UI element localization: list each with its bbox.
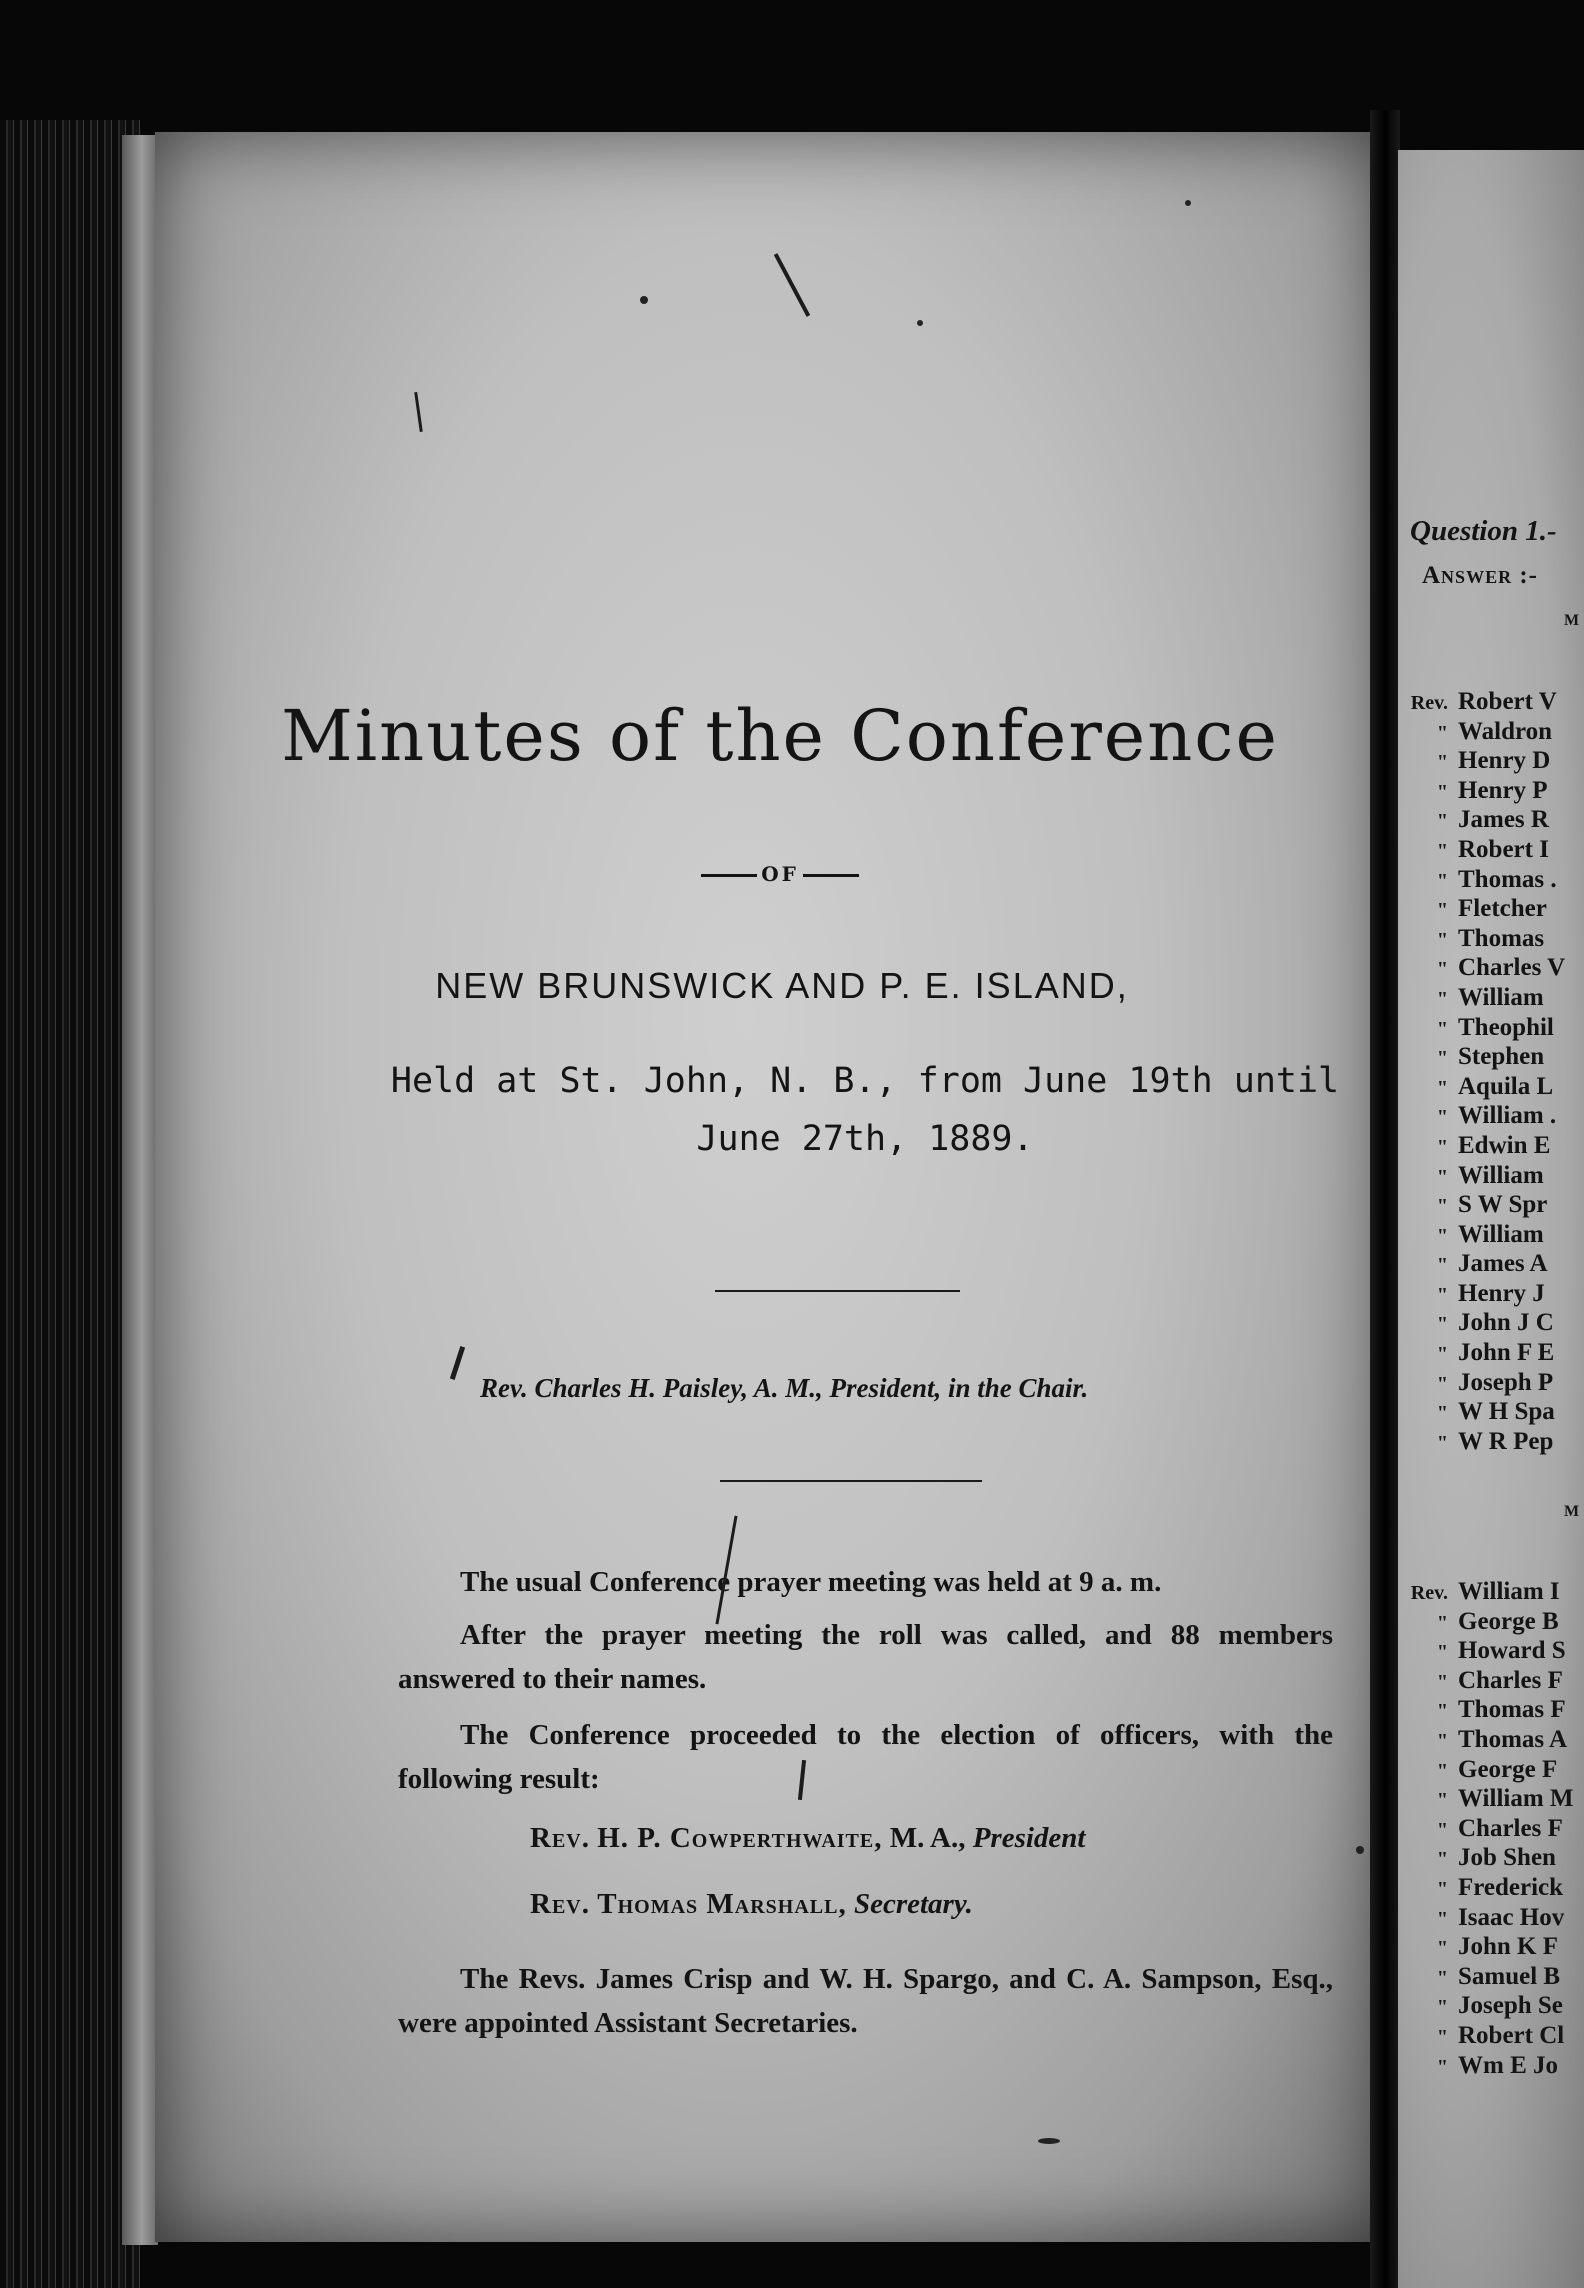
list-item [1398,717,1565,747]
list-item-prefix: " [1436,1937,1448,1960]
list-item-prefix: Rev. [1410,692,1448,714]
list-item [1398,1577,1574,1607]
list-item-prefix: " [1436,1343,1448,1366]
list-item-name: Charles V [1458,954,1566,982]
list-item [1398,1843,1574,1873]
list-item [1398,1427,1565,1457]
section-header-1: M [1564,612,1580,629]
ink-speck [640,296,648,304]
list-item [1398,1636,1574,1666]
list-item-name: Henry J [1458,1279,1545,1307]
list-item [1398,1784,1574,1814]
of-label: OF [761,862,799,886]
list-item-name: Wm E Jo [1458,2051,1558,2079]
list-item [1398,1755,1574,1785]
horizontal-rule-1 [715,1290,960,1292]
list-item-prefix: " [1436,1907,1448,1930]
list-item [1398,1666,1574,1696]
list-item-name: James R [1458,806,1549,834]
list-item-name: Samuel B [1458,1962,1561,1990]
book-binding [0,120,140,2288]
list-item [1398,1338,1565,1368]
list-item-prefix: " [1436,1670,1448,1693]
list-item-name: Theophil [1458,1013,1554,1041]
list-item-prefix: " [1436,1165,1448,1188]
list-item-name: Aquila L [1458,1072,1554,1100]
list-item-name: Robert V [1458,688,1557,715]
list-item [1398,1368,1565,1398]
list-item [1398,1903,1574,1933]
list-item [1398,1249,1565,1279]
list-item-name: Joseph Se [1458,1992,1563,2020]
minister-list-2 [1398,1577,1574,2080]
list-item-prefix: " [1436,839,1448,862]
list-item-name: Charles F [1458,1814,1563,1842]
list-item-prefix: " [1436,1848,1448,1871]
officer-secretary-name: Thomas Marshall, [597,1888,847,1920]
list-item-prefix: " [1436,2025,1448,2048]
list-item-name: Joseph P [1458,1368,1554,1396]
page-edge [122,135,158,2245]
divider-dash-left [701,874,757,877]
held-statement [385,1052,1345,1168]
list-item [1398,746,1565,776]
list-item [1398,1695,1574,1725]
list-item [1398,1991,1574,2021]
officer-secretary-rev: Rev. [530,1888,590,1920]
question-heading: Question 1.- [1410,515,1557,547]
list-item-name: Robert I [1458,835,1549,863]
list-item [1398,776,1565,806]
list-item [1398,1042,1565,1072]
list-item-name: S W Spr [1458,1191,1548,1219]
list-item [1398,1725,1574,1755]
list-item-name: William [1458,1161,1544,1189]
list-item [1398,983,1565,1013]
paragraph-assistant-secretaries: The Revs. James Crisp and W. H. Spargo, and C. A. Sampson, Esq., were appointed Assistant Secretaries. [398,1963,1333,2039]
conference-name: NEW BRUNSWICK AND P. E. ISLAND, [435,965,1129,1006]
list-item-name: George B [1458,1607,1559,1635]
list-item-prefix: " [1436,1611,1448,1634]
held-line-1: Held at St. John, N. B., from June 19th until [390,1061,1340,1101]
held-line-2: June 27th, 1889. [696,1119,1034,1159]
officer-secretary [530,1888,973,1921]
list-item-prefix: " [1436,987,1448,1010]
ink-speck [917,320,923,326]
list-item [1398,1220,1565,1250]
list-item [1398,1072,1565,1102]
list-item-name: George F [1458,1755,1558,1783]
section-header-2: M [1564,1503,1580,1520]
list-item-prefix: " [1436,1700,1448,1723]
page-title: Minutes of the Conference [281,695,1279,777]
list-item-prefix: " [1436,958,1448,981]
paragraph-prayer-meeting: The usual Conference prayer meeting was held at 9 a. m. [460,1566,1162,1598]
list-item-name: William I [1458,1578,1560,1605]
page-gutter [1370,110,1400,2288]
ink-speck [1185,200,1191,206]
list-item-name: Waldron [1458,717,1553,745]
list-item-name: Thomas F [1458,1696,1566,1724]
list-item-name: Frederick [1458,1873,1564,1901]
list-item-prefix: " [1436,2055,1448,2078]
left-page [155,132,1385,2242]
list-item-name: William [1458,983,1544,1011]
list-item [1398,1161,1565,1191]
list-item-prefix: Rev. [1410,1582,1448,1604]
list-item [1398,805,1565,835]
list-item-name: Job Shen [1458,1844,1556,1872]
list-item [1398,894,1565,924]
list-item-prefix: " [1436,1106,1448,1129]
list-item-prefix: " [1436,1759,1448,1782]
list-item-prefix: " [1436,1372,1448,1395]
officer-president-role: President [972,1822,1086,1854]
list-item-prefix: " [1436,1283,1448,1306]
list-item-prefix: " [1436,928,1448,951]
list-item-name: William . [1458,1102,1557,1130]
list-item-prefix: " [1436,1818,1448,1841]
list-item-prefix: " [1436,1877,1448,1900]
officer-president-rev: Rev. [530,1822,590,1854]
list-item [1398,1013,1565,1043]
list-item [1398,1814,1574,1844]
list-item-name: Isaac Hov [1458,1903,1565,1931]
list-item-name: Charles F [1458,1666,1563,1694]
officer-president [530,1822,1085,1855]
list-item-name: Thomas [1458,924,1545,952]
divider-dash-right [803,874,859,877]
list-item-name: W H Spa [1458,1398,1555,1426]
list-item-prefix: " [1436,1402,1448,1425]
list-item [1398,865,1565,895]
list-item-prefix: " [1436,1017,1448,1040]
list-item [1398,1607,1574,1637]
list-item-prefix: " [1436,780,1448,803]
list-item-prefix: " [1436,1254,1448,1277]
list-item-prefix: " [1436,869,1448,892]
list-item-name: James A [1458,1250,1548,1278]
list-item-name: John F E [1458,1339,1555,1367]
list-item-name: Thomas . [1458,865,1557,893]
list-item [1398,1962,1574,1992]
list-item-name: Robert Cl [1458,2021,1565,2049]
list-item-name: William [1458,1220,1544,1248]
list-item [1398,2051,1574,2081]
list-item-prefix: " [1436,1076,1448,1099]
list-item-prefix: " [1436,1313,1448,1336]
list-item-prefix: " [1436,1431,1448,1454]
list-item-prefix: " [1436,721,1448,744]
list-item-name: Stephen [1458,1043,1545,1071]
list-item [1398,924,1565,954]
of-divider [0,862,1572,886]
list-item-name: Henry P [1458,776,1548,804]
ink-speck [1356,1846,1364,1854]
list-item-name: W R Pep [1458,1427,1554,1455]
list-item-prefix: " [1436,899,1448,922]
list-item-prefix: " [1436,1224,1448,1247]
minister-list-1 [1398,687,1565,1456]
list-item [1398,1279,1565,1309]
list-item-name: John J C [1458,1309,1554,1337]
list-item-name: Edwin E [1458,1131,1551,1159]
list-item-name: Fletcher [1458,895,1547,923]
list-item-prefix: " [1436,1047,1448,1070]
right-page [1398,150,1584,2288]
ink-speck [1038,2138,1060,2144]
list-item-prefix: " [1436,751,1448,774]
list-item-name: John K F [1458,1933,1559,1961]
list-item-prefix: " [1436,1789,1448,1812]
chair-line: Rev. Charles H. Paisley, A. M., President, in the Chair. [480,1373,1089,1403]
answer-label: Answer :- [1422,562,1538,589]
list-item-name: Thomas A [1458,1725,1568,1753]
list-item [1398,953,1565,983]
list-item [1398,835,1565,865]
list-item-prefix: " [1436,810,1448,833]
list-item [1398,1397,1565,1427]
list-item-prefix: " [1436,1996,1448,2019]
horizontal-rule-2 [720,1480,982,1482]
list-item [1398,1308,1565,1338]
list-item-prefix: " [1436,1641,1448,1664]
list-item [1398,1101,1565,1131]
list-item-name: Howard S [1458,1637,1566,1665]
list-item-prefix: " [1436,1135,1448,1158]
list-item [1398,1131,1565,1161]
list-item [1398,1190,1565,1220]
list-item [1398,1873,1574,1903]
officer-secretary-role: Secretary. [853,1888,973,1920]
list-item [1398,687,1565,717]
list-item-prefix: " [1436,1729,1448,1752]
officer-president-degree: M. A., [889,1822,966,1854]
list-item-name: Henry D [1458,747,1551,775]
list-item-prefix: " [1436,1195,1448,1218]
list-item [1398,2021,1574,2051]
list-item-prefix: " [1436,1966,1448,1989]
list-item-name: William M [1458,1785,1574,1813]
list-item [1398,1932,1574,1962]
officer-president-name: H. P. Cowperthwaite, [597,1822,883,1854]
paragraph-election: The Conference proceeded to the election of officers, with the following result: [398,1719,1333,1795]
paragraph-roll-call: After the prayer meeting the roll was called, and 88 members answered to their names. [398,1619,1333,1695]
